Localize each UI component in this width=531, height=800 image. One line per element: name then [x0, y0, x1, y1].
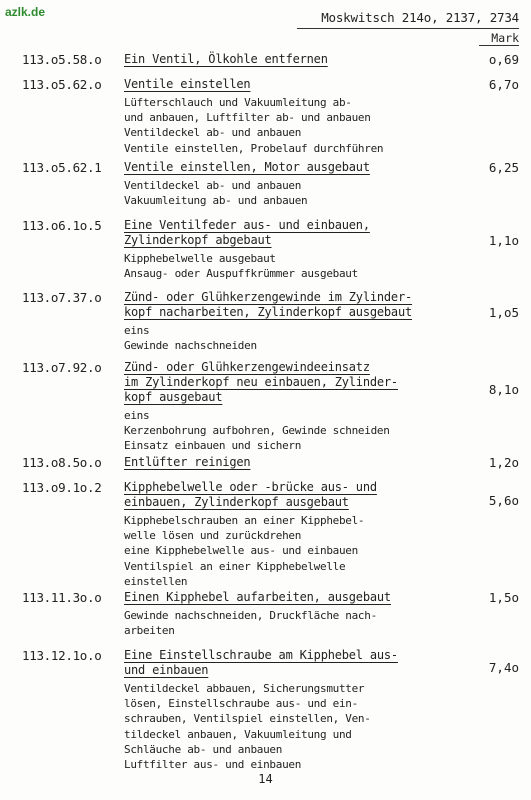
operation-description-line: welle lösen und zurückdrehen — [124, 529, 302, 543]
operation-description-line: Luftfilter aus- und einbauen — [124, 758, 302, 771]
operation-code: 113.o7.37.o — [22, 290, 102, 305]
operation-description-line: Kerzenbohrung aufbohren, Gewinde schneiden — [124, 424, 390, 438]
price-value: 8,1o — [488, 382, 519, 397]
operation-code: 113.o5.62.o — [22, 77, 102, 92]
page-number: 14 — [258, 772, 273, 786]
operation-description-line: Einsatz einbauen und sichern — [124, 439, 302, 453]
column-heading-rule — [479, 45, 519, 46]
operation-description-line: Kipphebelschrauben an einer Kipphebel- — [124, 514, 365, 527]
operation-description-line: Lüfterschlauch und Vakuumleitung ab- — [124, 96, 352, 109]
operation-title-line: kopf ausgebaut — [124, 390, 223, 404]
header-rule — [297, 28, 519, 29]
operation-title-line: im Zylinderkopf neu einbauen, Zylinder- — [124, 375, 398, 389]
operation-description-line: tildeckel anbauen, Vakuumleitung und — [124, 727, 352, 741]
operation-title-line: Eine Einstellschraube am Kipphebel aus- — [124, 648, 398, 662]
price-value: 5,6o — [488, 493, 519, 508]
operation-title-line: Eine Ventilfeder aus- und einbauen, — [124, 218, 370, 232]
operation-description-line: Schläuche ab- und anbauen — [124, 742, 283, 756]
operation-code: 113.o9.1o.2 — [22, 480, 102, 495]
operation-description-line: Ventildeckel abbauen, Sicherungsmutter — [124, 682, 365, 695]
site-watermark: azlk.de — [5, 5, 46, 19]
operation-title-line: Ventile einstellen — [124, 77, 251, 91]
operation-description-line: Ventildeckel ab- und anbauen — [124, 179, 302, 192]
price-value: 1,o5 — [488, 305, 519, 320]
operation-title-line: Ein Ventil, Ölkohle entfernen — [124, 52, 328, 66]
operation-description-line: lösen, Einstellschraube aus- und ein- — [124, 697, 358, 711]
operation-title-line: Zünd- oder Glühkerzengewinde im Zylinder- — [124, 290, 413, 304]
operation-title-line: kopf nacharbeiten, Zylinderkopf ausgebaut — [124, 305, 413, 319]
operation-description-line: Ventildeckel ab- und anbauen — [124, 126, 302, 140]
operation-description-line: Ansaug- oder Auspuffkrümmer ausgebaut — [124, 267, 358, 281]
operation-description-line: Vakuumleitung ab- und anbauen — [124, 194, 308, 208]
operation-title-line: und einbauen — [124, 663, 209, 677]
price-value: 1,1o — [488, 233, 519, 248]
operation-code: 113.o8.5o.o — [22, 455, 102, 470]
operation-description-line: Ventile einstellen, Probelauf durchführen — [124, 141, 384, 155]
operation-code: 113.11.3o.o — [22, 590, 102, 605]
operation-description-line: Gewinde nachschneiden — [124, 339, 257, 353]
price-column-heading: Mark — [491, 31, 519, 45]
price-value: 1,2o — [488, 455, 519, 470]
operation-title-line: Zünd- oder Glühkerzengewindeeinsatz — [124, 360, 370, 374]
price-value: 7,4o — [488, 660, 519, 675]
operation-description-line: einstellen — [124, 574, 188, 588]
operation-title-line: einbauen, Zylinderkopf ausgebaut — [124, 495, 349, 509]
operation-description-line: Kipphebelwelle ausgebaut — [124, 252, 276, 265]
operation-code: 113.o5.62.1 — [22, 160, 102, 175]
operation-description-line: und anbauen, Luftfilter ab- und anbauen — [124, 111, 371, 125]
operation-description-line: eine Kipphebelwelle aus- und einbauen — [124, 544, 358, 558]
price-value: o,69 — [488, 52, 519, 67]
operation-description-line: arbeiten — [124, 624, 175, 638]
operation-title-line: Zylinderkopf abgebaut — [124, 233, 272, 247]
price-value: 1,5o — [488, 590, 519, 605]
operation-code: 113.o7.92.o — [22, 360, 102, 375]
operation-title-line: Entlüfter reinigen — [124, 455, 251, 469]
operation-code: 113.o6.1o.5 — [22, 218, 102, 233]
price-value: 6,25 — [488, 160, 519, 175]
operation-description-line: eins — [124, 324, 150, 337]
operation-title-line: Ventile einstellen, Motor ausgebaut — [124, 160, 370, 174]
operation-description-line: eins — [124, 409, 150, 422]
document-header: Moskwitsch 214o, 2137, 2734 — [321, 10, 519, 25]
operation-code: 113.12.1o.o — [22, 648, 102, 663]
operation-code: 113.o5.58.o — [22, 52, 102, 67]
operation-description-line: Gewinde nachschneiden, Druckfläche nach- — [124, 609, 377, 622]
operation-title-line: Einen Kipphebel aufarbeiten, ausgebaut — [124, 590, 391, 604]
operation-description-line: schrauben, Ventilspiel einstellen, Ven- — [124, 712, 371, 726]
price-value: 6,7o — [488, 77, 519, 92]
operation-title-line: Kipphebelwelle oder -brücke aus- und — [124, 480, 377, 494]
operation-description-line: Ventilspiel an einer Kipphebelwelle — [124, 559, 346, 573]
